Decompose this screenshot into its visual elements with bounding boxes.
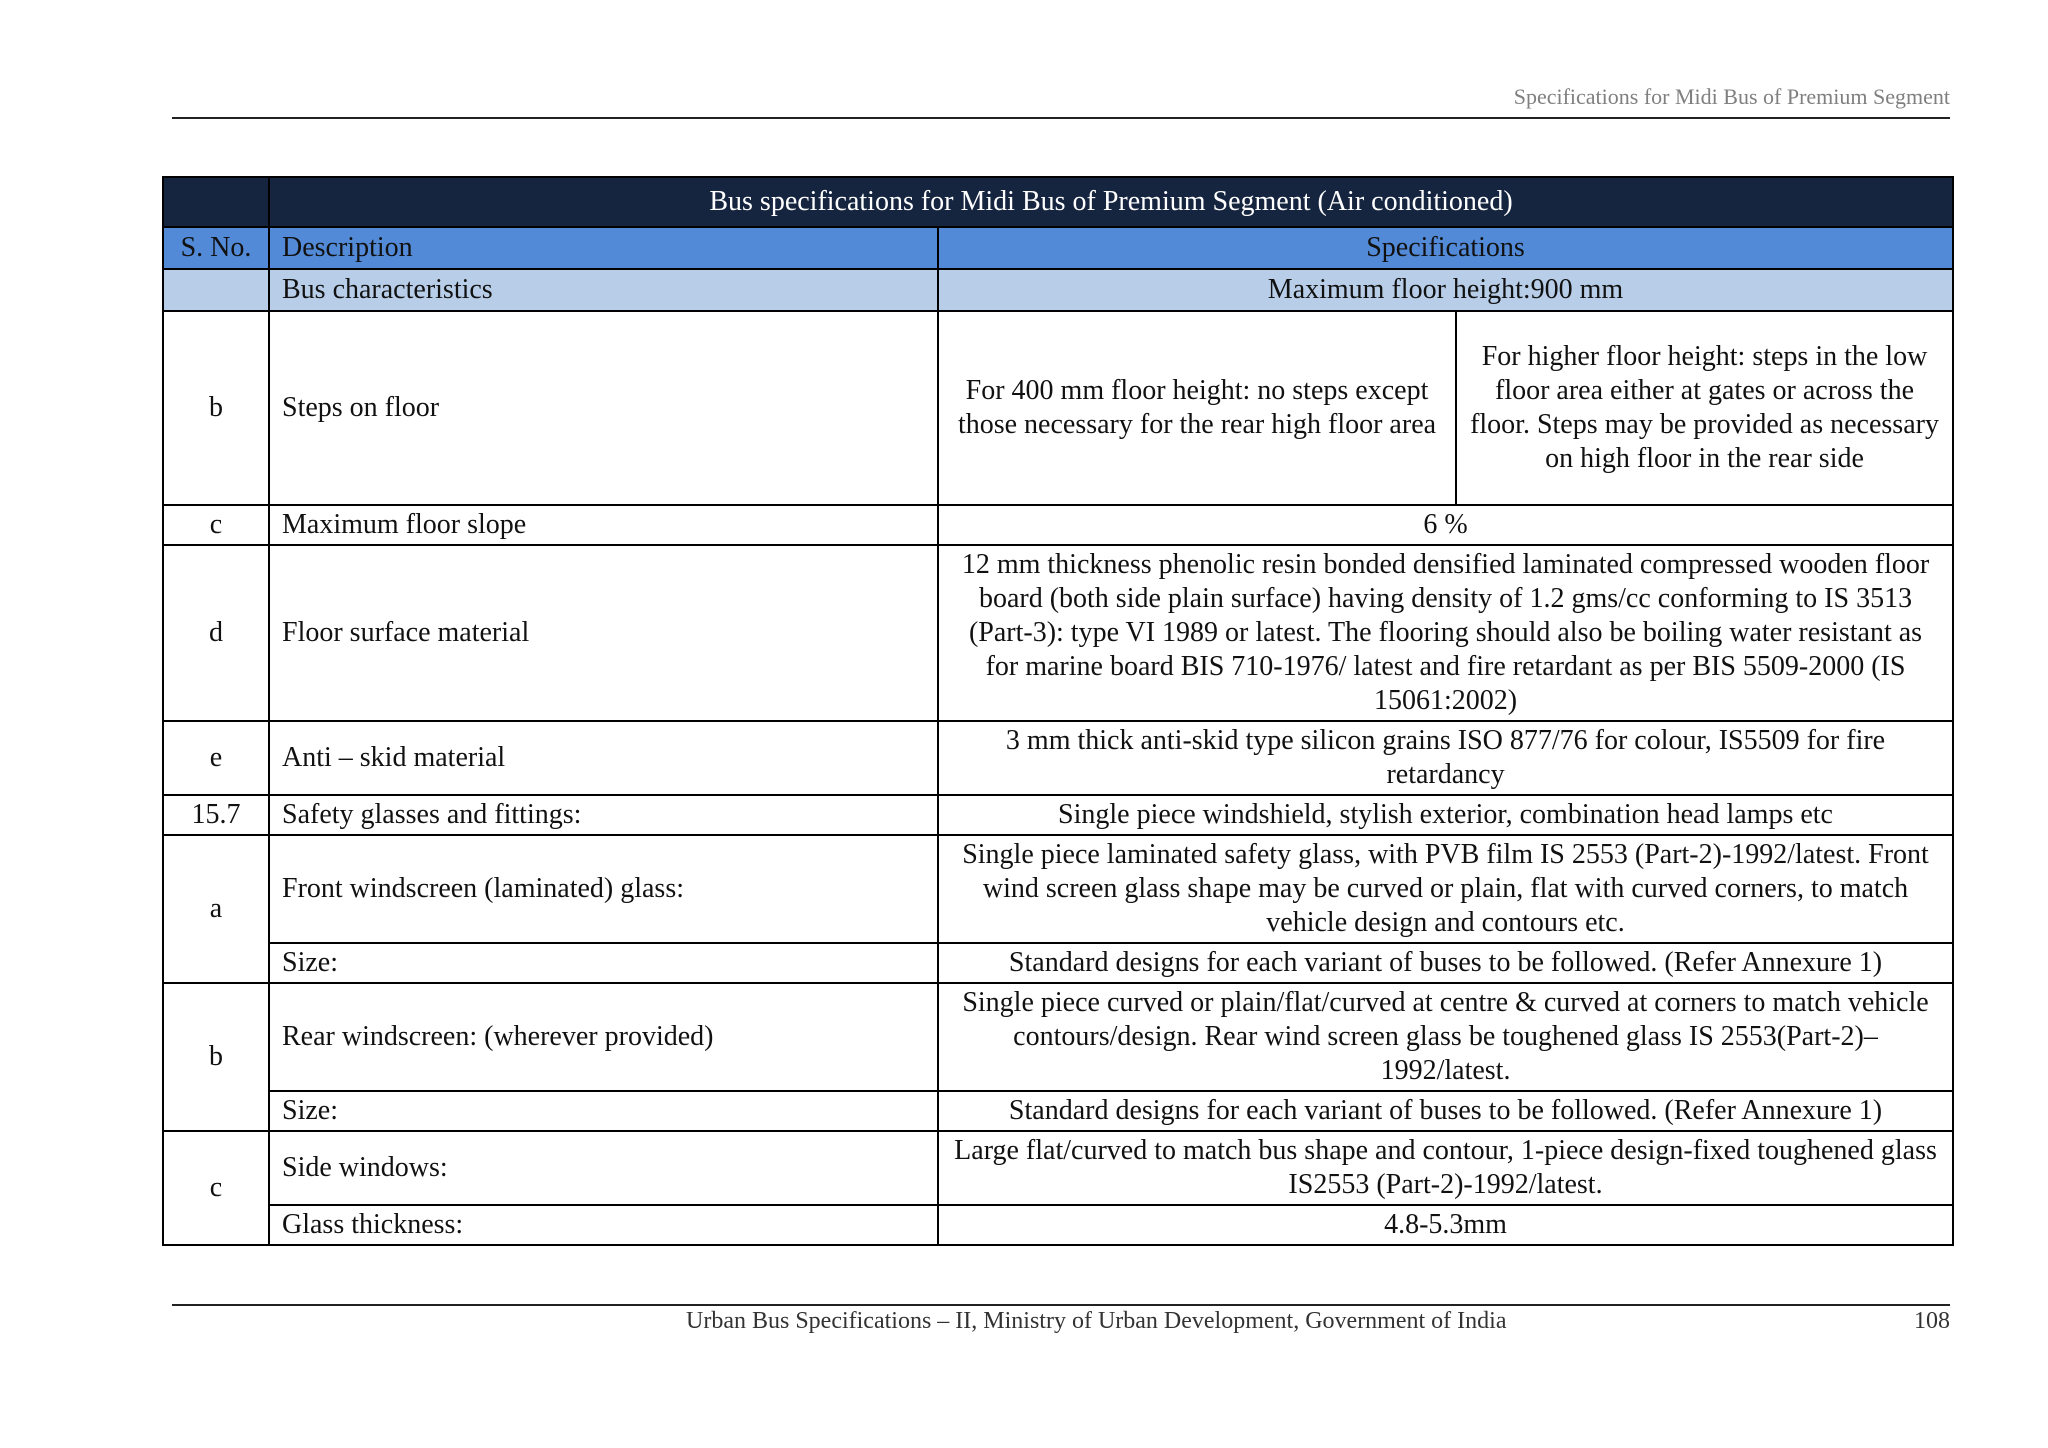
row-description: Size: — [269, 1091, 938, 1131]
page-number: 108 — [1914, 1308, 1950, 1334]
table-title: Bus specifications for Midi Bus of Premium Segment (Air conditioned) — [269, 177, 1953, 227]
bus-characteristics-value: Maximum floor height:900 mm — [938, 269, 1953, 311]
row-description: Safety glasses and fittings: — [269, 795, 938, 835]
footer-text: Urban Bus Specifications – II, Ministry of Urban Development, Government of India — [686, 1308, 1507, 1334]
row-description: Size: — [269, 943, 938, 983]
table-row — [163, 795, 1953, 835]
header-sno: S. No. — [163, 227, 269, 269]
footer-rule — [172, 1304, 1950, 1306]
row-spec: Single piece curved or plain/flat/curved at centre & curved at corners to match vehicle contours/design. Rear wind screen glass be toughened glass IS 2553(Part-2)–1992/latest. — [938, 983, 1953, 1091]
row-spec: 12 mm thickness phenolic resin bonded densified laminated compressed wooden floor board (both side plain surface) having density of 1.2 gms/cc conforming to IS 3513 (Part-3): type VI 1989 or latest. The flooring should also be boiling water resistant as for marine board BIS 710-1976/ latest and fire retardant as per BIS 5509-2000 (IS 15061:2002) — [938, 545, 1953, 721]
table-row — [163, 943, 1953, 983]
row-description: Floor surface material — [269, 545, 938, 721]
row-sno: d — [163, 545, 269, 721]
row-spec: Standard designs for each variant of buses to be followed. (Refer Annexure 1) — [938, 1091, 1953, 1131]
row-spec: Single piece windshield, stylish exterior, combination head lamps etc — [938, 795, 1953, 835]
row-description: Steps on floor — [269, 311, 938, 505]
row-sno: b — [163, 983, 269, 1131]
bus-characteristics-row — [163, 269, 1953, 311]
table-row — [163, 545, 1953, 721]
table-row — [163, 835, 1953, 943]
row-description: Glass thickness: — [269, 1205, 938, 1245]
row-spec: Single piece laminated safety glass, with PVB film IS 2553 (Part-2)-1992/latest. Front wind screen glass shape may be curved or plain, flat with curved corners, to match vehicle design and contours etc. — [938, 835, 1953, 943]
table-row — [163, 1091, 1953, 1131]
table-row — [163, 1205, 1953, 1245]
row-description: Anti – skid material — [269, 721, 938, 795]
table-title-row — [163, 177, 1953, 227]
table-row — [163, 311, 1953, 505]
row-description: Side windows: — [269, 1131, 938, 1205]
row-sno: b — [163, 311, 269, 505]
header-specifications: Specifications — [938, 227, 1953, 269]
header-description: Description — [269, 227, 938, 269]
title-blank-cell — [163, 177, 269, 227]
row-spec: 4.8-5.3mm — [938, 1205, 1953, 1245]
row-sno: e — [163, 721, 269, 795]
bus-characteristics-label: Bus characteristics — [269, 269, 938, 311]
running-header: Specifications for Midi Bus of Premium Segment — [1513, 84, 1950, 109]
row-spec-low-floor: For 400 mm floor height: no steps except those necessary for the rear high floor area — [938, 311, 1456, 505]
row-spec: 6 % — [938, 505, 1953, 545]
header-rule — [172, 117, 1950, 119]
row-description: Front windscreen (laminated) glass: — [269, 835, 938, 943]
row-description: Rear windscreen: (wherever provided) — [269, 983, 938, 1091]
table-row — [163, 983, 1953, 1091]
row-spec: Large flat/curved to match bus shape and contour, 1-piece design-fixed toughened glass IS2553 (Part-2)-1992/latest. — [938, 1131, 1953, 1205]
table-row — [163, 505, 1953, 545]
row-spec: 3 mm thick anti-skid type silicon grains ISO 877/76 for colour, IS5509 for fire retardancy — [938, 721, 1953, 795]
row-sno: c — [163, 1131, 269, 1245]
table-row — [163, 1131, 1953, 1205]
spec-table — [162, 176, 1954, 1246]
row-description: Maximum floor slope — [269, 505, 938, 545]
row-spec: Standard designs for each variant of buses to be followed. (Refer Annexure 1) — [938, 943, 1953, 983]
row-sno: 15.7 — [163, 795, 269, 835]
table-header-row — [163, 227, 1953, 269]
bus-characteristics-blank — [163, 269, 269, 311]
row-spec-high-floor: For higher floor height: steps in the low floor area either at gates or across the floor. Steps may be provided as necessary on high floor in the rear side — [1456, 311, 1953, 505]
table-row — [163, 721, 1953, 795]
row-sno: a — [163, 835, 269, 983]
row-sno: c — [163, 505, 269, 545]
